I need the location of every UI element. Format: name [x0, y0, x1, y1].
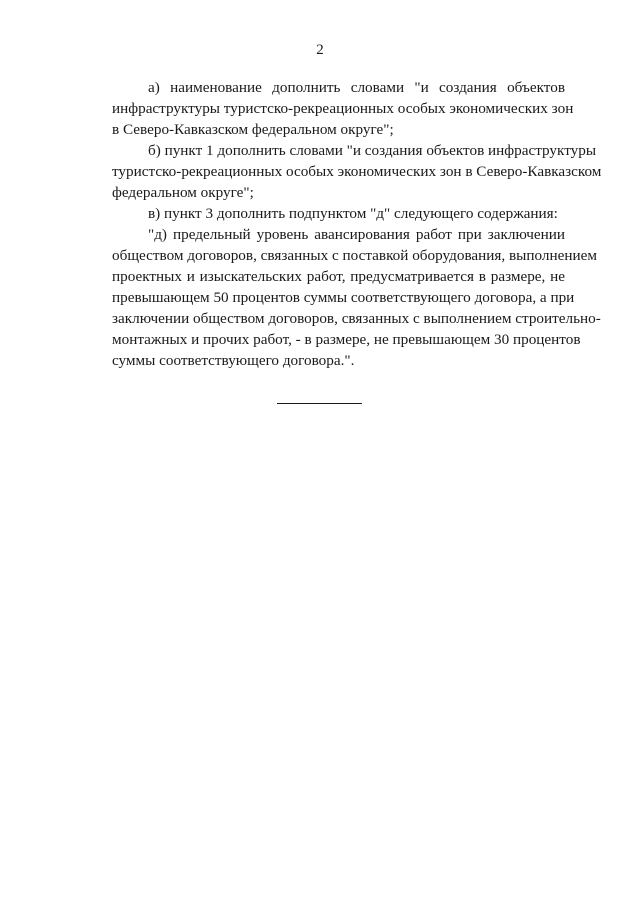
paragraph-line: в) пункт 3 дополнить подпунктом "д" следующего содержания:	[148, 205, 558, 222]
paragraph-line: заключении обществом договоров, связанных с выполнением строительно-	[112, 310, 601, 327]
paragraph-a	[76, 77, 574, 140]
page-number: 2	[316, 42, 324, 58]
paragraph-v	[76, 203, 565, 224]
paragraph-d	[76, 224, 601, 371]
paragraph-line: монтажных и прочих работ, - в размере, не превышающем 30 процентов	[112, 331, 581, 348]
document-body	[76, 77, 602, 371]
paragraph-b	[76, 140, 602, 203]
paragraph-line: а) наименование дополнить словами "и создания объектов	[148, 79, 565, 96]
paragraph-line: туристско-рекреационных особых экономических зон в Северо-Кавказском	[112, 163, 602, 180]
paragraph-line: проектных и изыскательских работ, предусматривается в размере, не	[112, 268, 565, 285]
paragraph-line: суммы соответствующего договора.".	[112, 352, 355, 369]
end-separator-line	[277, 403, 362, 404]
paragraph-line: в Северо-Кавказском федеральном округе";	[112, 121, 394, 138]
paragraph-line: инфраструктуры туристско-рекреационных особых экономических зон	[112, 100, 574, 117]
paragraph-line: федеральном округе";	[112, 184, 254, 201]
paragraph-line: "д) предельный уровень авансирования работ при заключении	[148, 226, 565, 243]
paragraph-line: обществом договоров, связанных с поставкой оборудования, выполнением	[112, 247, 597, 264]
paragraph-line: превышающем 50 процентов суммы соответствующего договора, а при	[112, 289, 575, 306]
paragraph-line: б) пункт 1 дополнить словами "и создания объектов инфраструктуры	[148, 142, 597, 159]
